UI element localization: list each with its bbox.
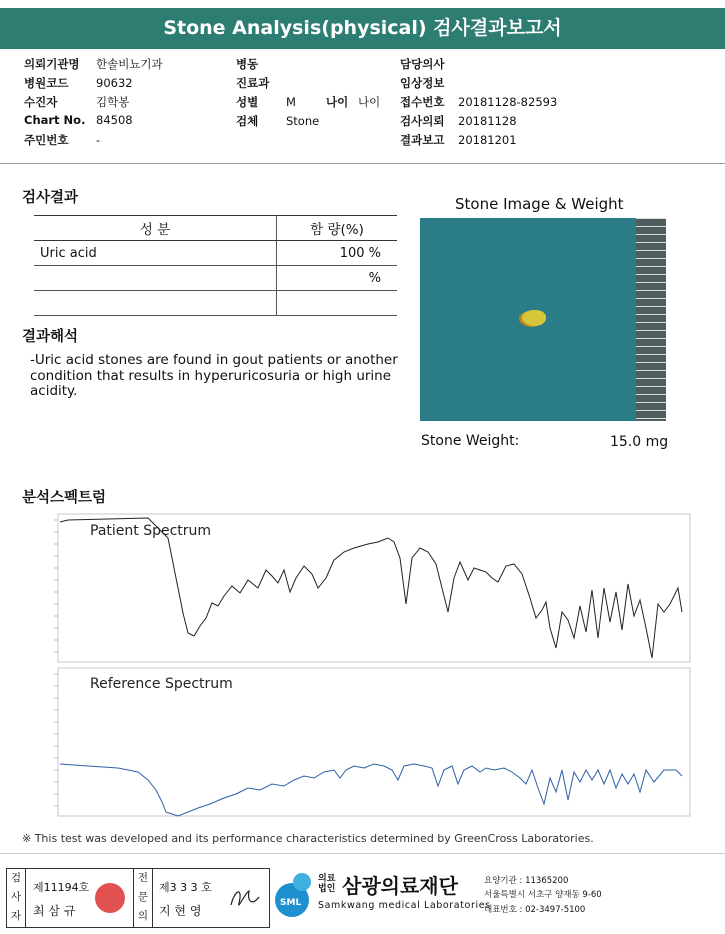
label-clinical-info: 임상정보 [400, 76, 445, 90]
value-report-date: 20181201 [458, 133, 517, 147]
patient-spectrum-line [60, 518, 682, 658]
value-hospital-code: 90632 [96, 76, 133, 90]
reference-spectrum-label: Reference Spectrum [90, 676, 233, 692]
specialist-name: 지 현 영 [159, 904, 202, 918]
cell-content: 100 % [277, 241, 398, 266]
info-col-2 [236, 56, 380, 132]
info-block [0, 52, 725, 162]
stone-title: Stone Image & Weight [455, 195, 624, 213]
patient-spectrum-label: Patient Spectrum [90, 523, 212, 539]
cell-content: % [277, 266, 398, 291]
value-age: 나이 [358, 95, 381, 109]
label-hospital-code: 병원코드 [24, 76, 69, 90]
cell-component [34, 266, 277, 291]
interpretation-title: 결과해석 [22, 329, 79, 345]
value-specimen: Stone [286, 114, 320, 128]
footer-divider [0, 853, 725, 854]
table-row [34, 291, 397, 316]
value-chart-no: 84508 [96, 113, 133, 127]
label-department: 진료과 [236, 76, 270, 90]
stone-weight-value: 15.0 mg [610, 434, 669, 450]
examiner-vertical-label: 검사자 [7, 869, 26, 927]
examiner-license-no: 제11194호 [33, 881, 90, 894]
label-doctor: 담당의사 [400, 57, 445, 71]
specialist-vertical-label: 전문의 [133, 869, 153, 927]
value-patient: 김학봉 [96, 95, 130, 109]
col-content: 함 량(%) [277, 216, 398, 241]
examiner-seal [95, 883, 125, 913]
ruler-scale [636, 218, 666, 421]
divider [0, 163, 725, 164]
label-report-date: 결과보고 [400, 133, 445, 147]
svg-text:SML: SML [280, 898, 302, 908]
label-ward: 병동 [236, 57, 259, 71]
cell-content [277, 291, 398, 316]
label-institution: 의뢰기관명 [24, 57, 80, 71]
stone-photo [420, 218, 666, 421]
cell-component: Uric acid [34, 241, 277, 266]
label-receipt-no: 접수번호 [400, 95, 445, 109]
info-col-1 [24, 56, 163, 151]
value-institution: 한솔비뇨기과 [96, 57, 163, 71]
stone-weight-label: Stone Weight: [421, 433, 520, 449]
value-request-date: 20181128 [458, 114, 517, 128]
label-age: 나이 [326, 95, 349, 109]
label-chart-no: Chart No. [24, 113, 86, 127]
report-title: Stone Analysis(physical) 검사결과보고서 [0, 8, 725, 49]
org-name: 삼광의료재단 [342, 874, 458, 898]
col-component: 성 분 [34, 216, 277, 241]
org-name-en: Samkwang medical Laboratories [318, 900, 491, 911]
stone-specimen [522, 310, 546, 326]
sml-logo-icon [272, 870, 314, 920]
value-receipt-no: 20181128-82593 [458, 95, 558, 109]
specialist-signature [225, 881, 263, 915]
spectrum-figure [28, 508, 700, 828]
value-resident-no: - [96, 133, 101, 147]
cell-component [34, 291, 277, 316]
org-prefix: 의료법인 [318, 874, 336, 894]
table-row [34, 241, 397, 266]
label-specimen: 검체 [236, 114, 259, 128]
institution-number: 요양기관 : 11365200 [484, 876, 569, 886]
org-phone: 대표번호 : 02-3497-5100 [484, 905, 586, 915]
results-table [34, 215, 397, 316]
label-request-date: 검사의뢰 [400, 114, 445, 128]
org-address: 서울특별시 서초구 양재동 9-60 [484, 890, 602, 900]
results-header-row [34, 216, 397, 241]
label-resident-no: 주민번호 [24, 133, 69, 147]
value-sex: M [286, 95, 296, 109]
label-patient: 수진자 [24, 95, 58, 109]
info-col-3 [400, 56, 557, 151]
y-ticks [54, 520, 58, 806]
interpretation-text: -Uric acid stones are found in gout patients or another condition that results in hyperuricosuria or high urine acidity. [30, 352, 398, 399]
label-sex: 성별 [236, 95, 259, 109]
results-title: 검사결과 [22, 190, 79, 206]
signature-box [6, 868, 270, 928]
examiner-name: 최 삼 규 [33, 904, 76, 918]
table-row [34, 266, 397, 291]
reference-spectrum-line [60, 764, 682, 816]
spectrum-title: 분석스펙트럼 [22, 490, 107, 506]
specialist-license-no: 제3 3 3 호 [159, 881, 212, 894]
disclaimer-note: ※ This test was developed and its performance characteristics determined by GreenCross Laboratories. [22, 832, 594, 845]
